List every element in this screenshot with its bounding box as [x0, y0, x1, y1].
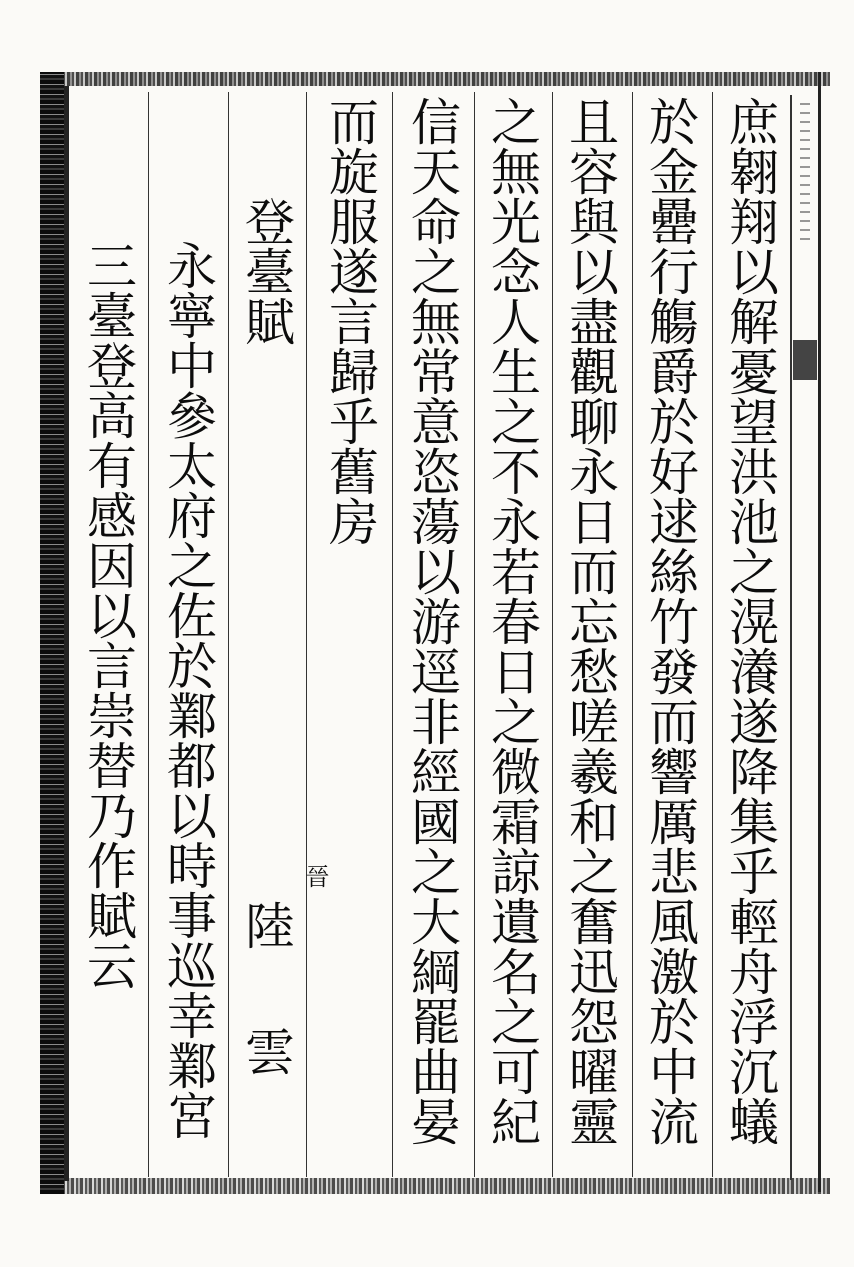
column-rule — [306, 92, 307, 1177]
text-column-5: 信天命之無常意恣蕩以游逕非經國之大綱罷曲晏 — [403, 96, 461, 1146]
preface-column-1: 永寧中參太府之佐於鄴都以時事巡幸鄴宮 — [159, 240, 217, 1140]
page-border-bottom — [40, 1178, 830, 1194]
page-border-right — [818, 72, 821, 1192]
fu-title: 登臺賦 — [237, 196, 295, 346]
page-border-left — [40, 72, 64, 1194]
author-dynasty: 晉 — [301, 864, 329, 888]
text-column-2: 於金罍行觴爵於好逑絲竹發而響厲悲風激於中流 — [641, 96, 699, 1146]
column-rule — [552, 92, 553, 1177]
text-column-1: 庶翱翔以解憂望洪池之滉瀁遂降集乎輕舟浮沉蟻 — [721, 96, 779, 1146]
column-rule — [228, 92, 229, 1177]
fold-mark — [793, 340, 817, 380]
column-rule — [148, 92, 149, 1177]
text-column-4: 之無光念人生之不永若春日之微霜諒遺名之可紀 — [483, 96, 541, 1146]
author-name-2: 雲 — [237, 1026, 295, 1076]
page-border-right-inner — [790, 95, 792, 1180]
column-rule — [474, 92, 475, 1177]
margin-marks — [800, 100, 810, 240]
author-name-1: 陸 — [237, 900, 295, 950]
text-column-3: 且容與以盡觀聊永日而忘愁嗟羲和之奮迅怨曜靈 — [561, 96, 619, 1146]
text-column-6: 而旋服遂言歸乎舊房 — [321, 96, 379, 546]
column-rule — [392, 92, 393, 1177]
column-rule — [632, 92, 633, 1177]
page-border-left-inner — [64, 86, 69, 1181]
preface-column-2: 三臺登高有感因以言崇替乃作賦云 — [79, 240, 137, 990]
column-rule — [712, 92, 713, 1177]
page-border-top — [40, 72, 830, 86]
